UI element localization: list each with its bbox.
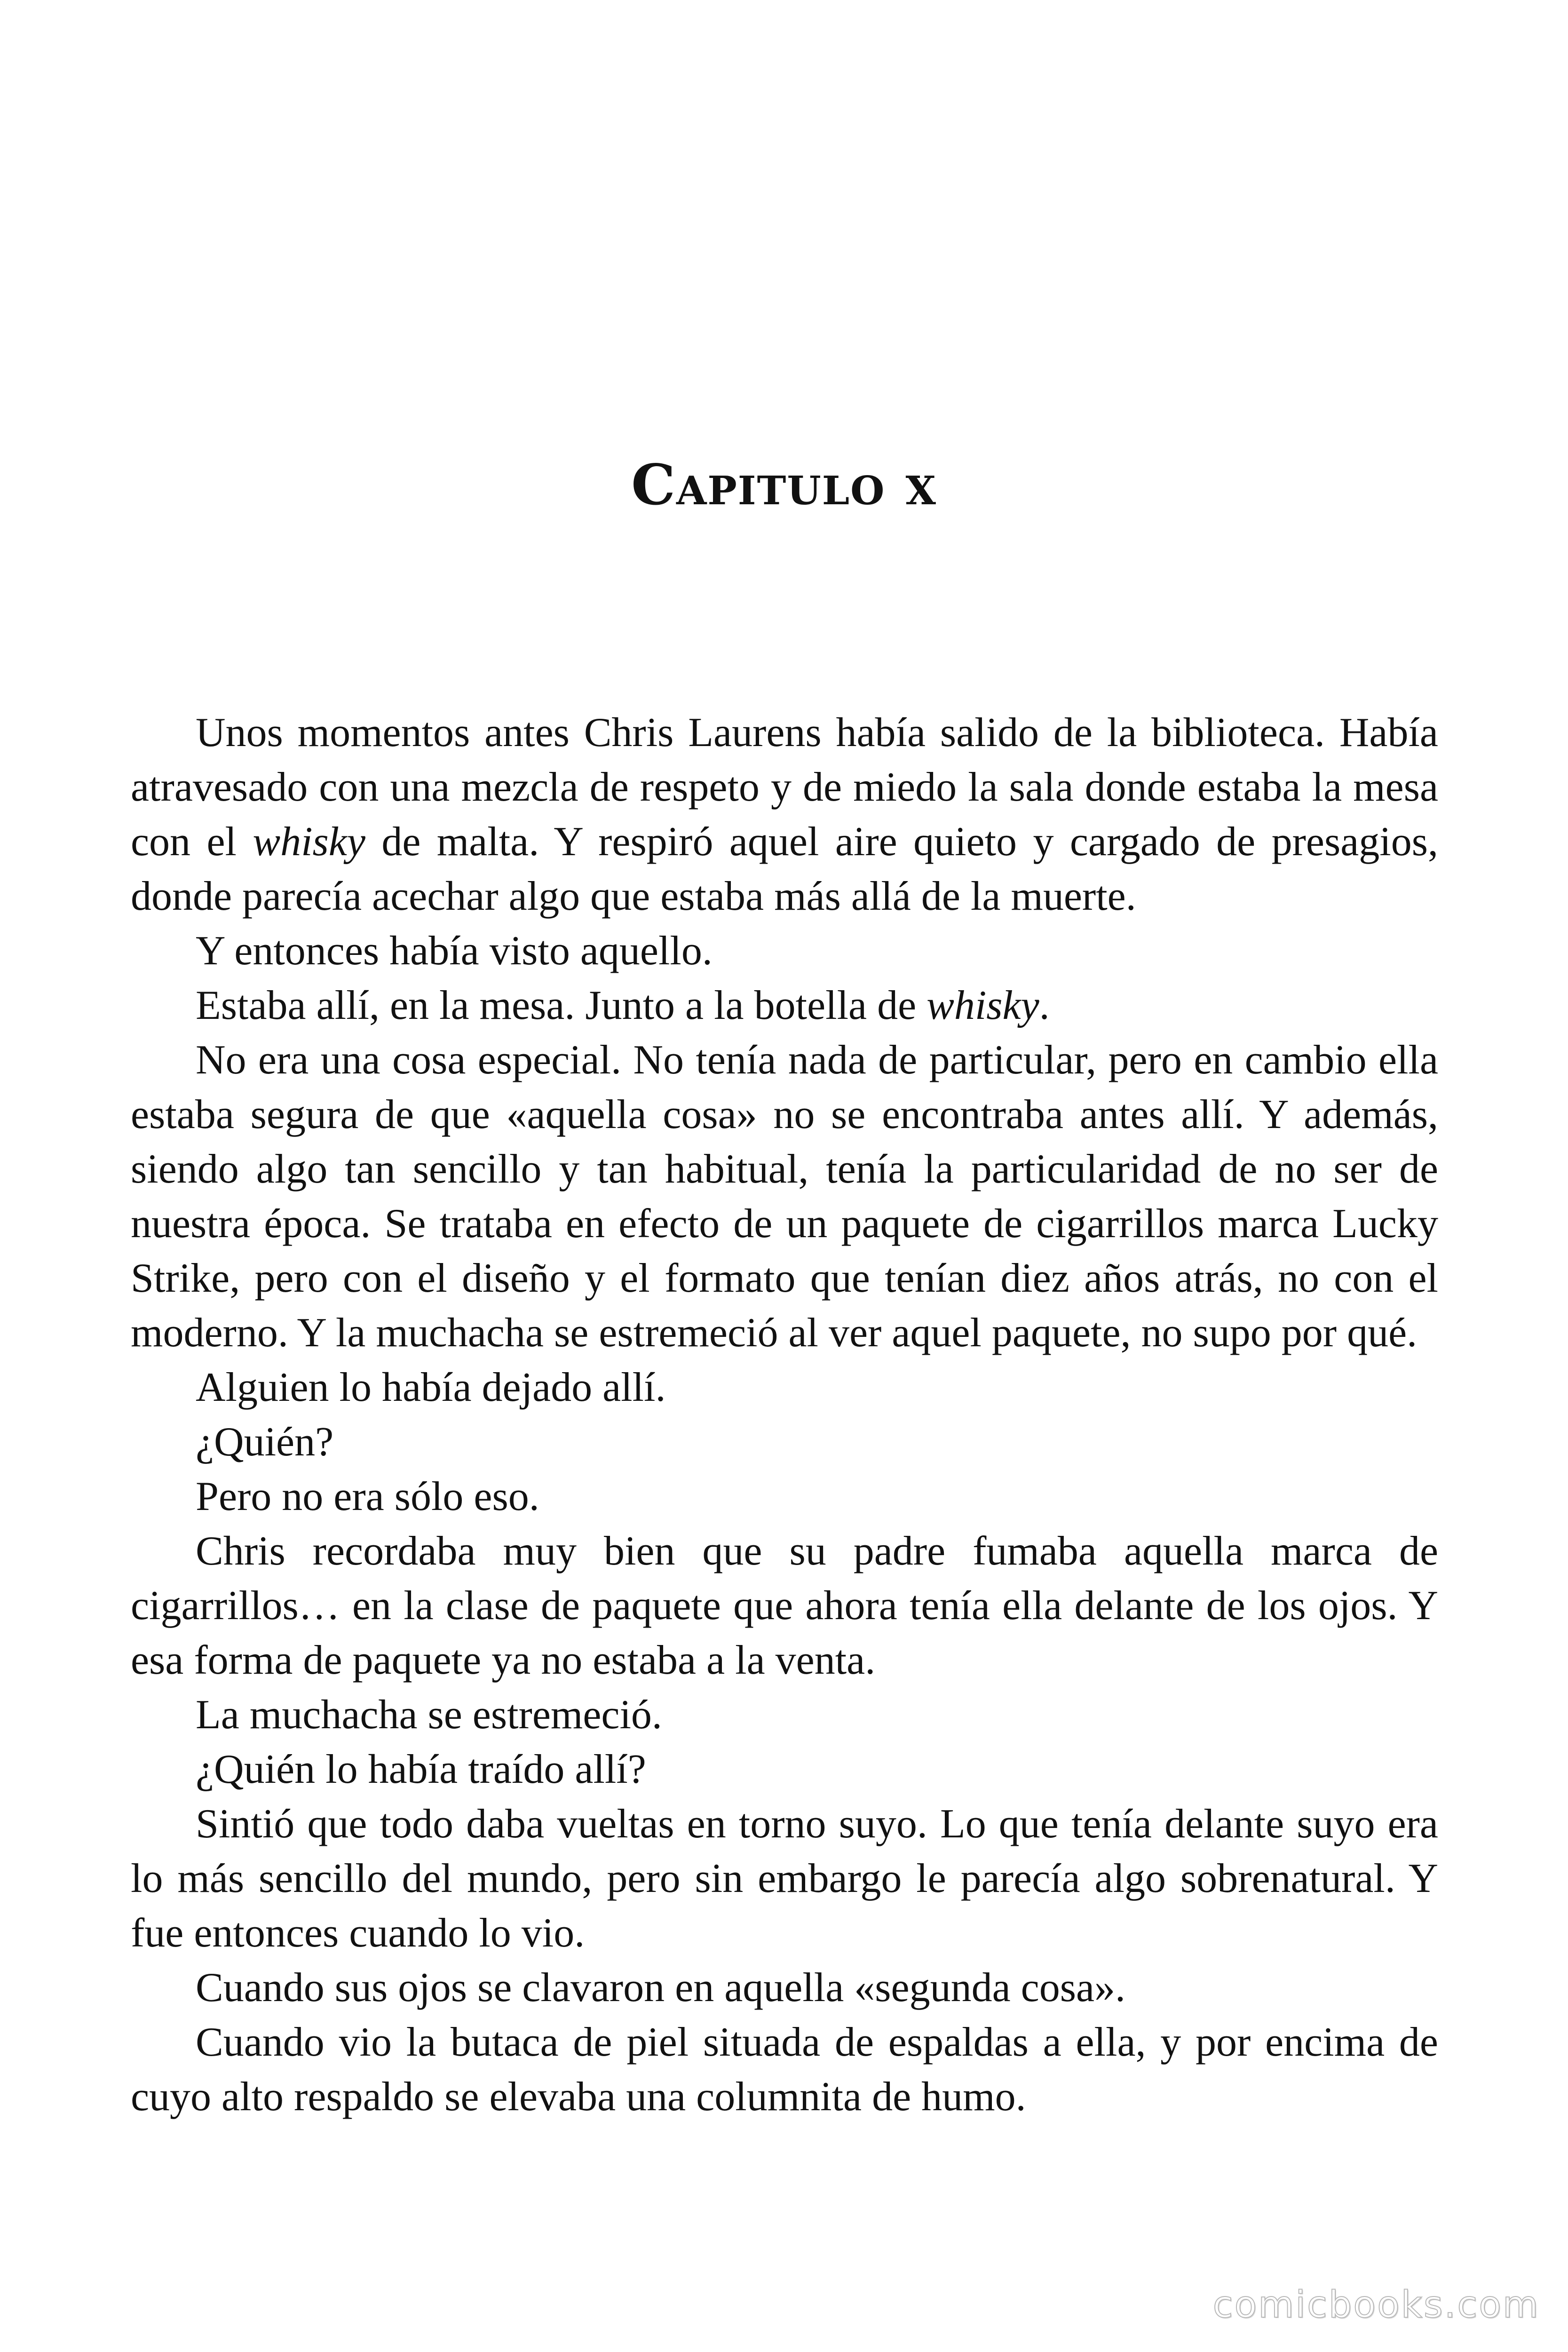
text-run: de malta. Y respiró aquel aire quieto y cargado de presagios, donde parecía acechar algo que estaba más allá de la muerte. xyxy=(131,819,1438,919)
text-run: ¿Quién lo había traído allí? xyxy=(196,1747,646,1792)
paragraph xyxy=(131,1961,1438,2015)
chapter-title: Capitulo x xyxy=(631,452,937,517)
paragraph xyxy=(131,1415,1438,1470)
text-run: Y entonces había visto aquello. xyxy=(196,928,713,974)
paragraph xyxy=(131,1742,1438,1797)
paragraph xyxy=(131,2015,1438,2124)
text-run: Cuando sus ojos se clavaron en aquella «segunda cosa». xyxy=(196,1965,1126,2010)
paragraph xyxy=(131,1360,1438,1415)
text-run: No era una cosa especial. No tenía nada de particular, pero en cambio ella estaba segura de que «aquella cosa» no se encontraba antes allí. Y además, siendo algo tan sencillo y tan habitual, tenía la particularidad de no ser de nuestra época. Se trataba en efecto de un paquete de cigarrillos marca Lucky Strike, pero con el diseño y el formato que tenían diez años atrás, no con el moderno. Y la muchacha se estremeció al ver aquel paquete, no supo por qué. xyxy=(131,1037,1438,1356)
text-run: Unos momentos antes Chris Laurens había salido de la biblioteca. Había atravesado con una mezcla de respeto y de miedo la sala donde estaba la mesa con el xyxy=(131,710,1438,865)
paragraph xyxy=(131,978,1438,1033)
paragraph xyxy=(131,1470,1438,1524)
text-run: Chris recordaba muy bien que su padre fumaba aquella marca de cigarrillos… en la clase de paquete que ahora tenía ella delante de los ojos. Y esa forma de paquete ya no estaba a la venta. xyxy=(131,1528,1438,1683)
text-run: . xyxy=(1039,983,1050,1028)
italic-text: whisky xyxy=(253,819,365,865)
chapter-body xyxy=(131,706,1438,2124)
text-run: Estaba allí, en la mesa. Junto a la botella de xyxy=(196,983,927,1028)
text-run: Pero no era sólo eso. xyxy=(196,1474,539,1519)
paragraph xyxy=(131,924,1438,978)
text-run: Sintió que todo daba vueltas en torno suyo. Lo que tenía delante suyo era lo más sencillo del mundo, pero sin embargo le parecía algo sobrenatural. Y fue entonces cuando lo vio. xyxy=(131,1801,1438,1956)
paragraph xyxy=(131,1524,1438,1688)
text-run: Alguien lo había dejado allí. xyxy=(196,1365,666,1410)
paragraph xyxy=(131,1688,1438,1742)
text-run: Cuando vio la butaca de piel situada de espaldas a ella, y por encima de cuyo alto respaldo se elevaba una columnita de humo. xyxy=(131,2019,1438,2120)
text-run: ¿Quién? xyxy=(196,1419,334,1465)
italic-text: whisky xyxy=(927,983,1039,1028)
text-run: La muchacha se estremeció. xyxy=(196,1692,662,1738)
paragraph xyxy=(131,1797,1438,1961)
watermark: comicbooks.com xyxy=(1212,2284,1540,2326)
paragraph xyxy=(131,1033,1438,1360)
paragraph xyxy=(131,706,1438,924)
